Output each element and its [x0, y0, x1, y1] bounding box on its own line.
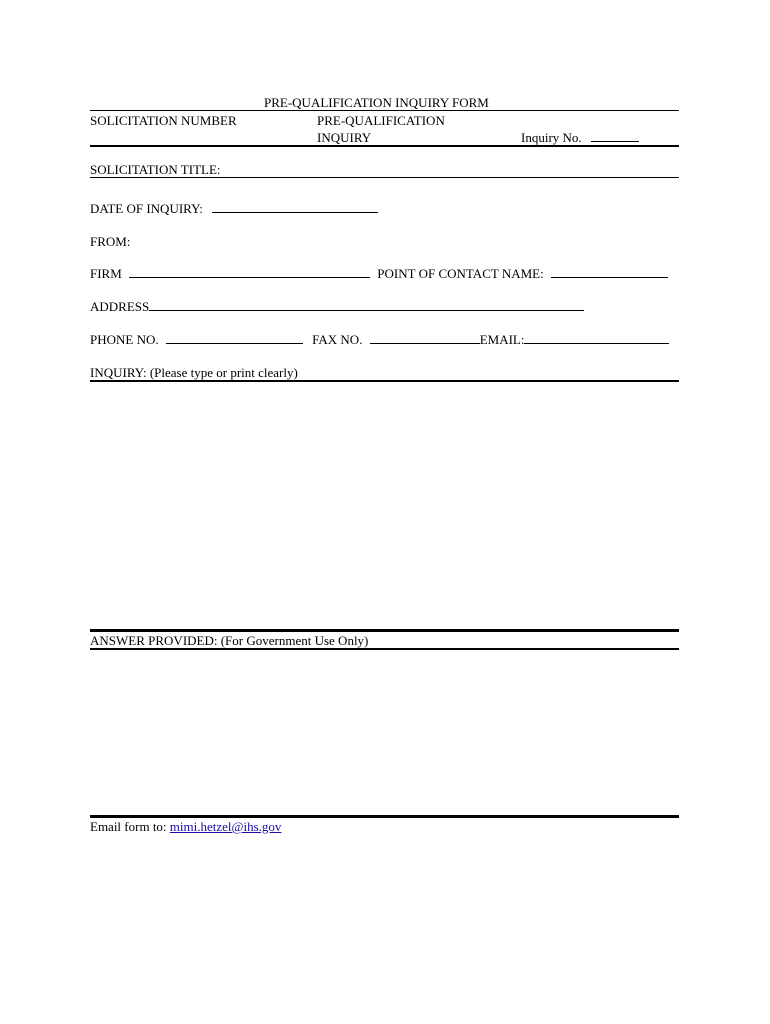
divider	[90, 629, 679, 632]
email-form-row	[90, 819, 281, 834]
inquiry-text-area[interactable]	[90, 384, 679, 628]
answer-text-area	[90, 652, 679, 814]
email-input[interactable]	[524, 332, 669, 344]
divider	[90, 145, 679, 147]
firm-row	[90, 266, 668, 281]
firm-input[interactable]	[129, 266, 370, 278]
prequal-label-line1: PRE-QUALIFICATION	[317, 113, 445, 128]
fax-label: FAX NO.	[312, 332, 363, 347]
solicitation-number-label: SOLICITATION NUMBER	[90, 113, 237, 128]
prequal-label-line2: INQUIRY	[317, 130, 372, 145]
address-row	[90, 299, 584, 314]
phone-input[interactable]	[166, 332, 303, 344]
inquiry-no-label: Inquiry No.	[521, 130, 582, 145]
email-form-label: Email form to:	[90, 819, 167, 834]
divider	[90, 110, 679, 111]
inquiry-no-input[interactable]	[591, 130, 639, 142]
address-input[interactable]	[149, 299, 584, 311]
email-label: EMAIL:	[479, 332, 525, 347]
divider	[90, 380, 679, 382]
inquiry-no-field	[521, 130, 639, 145]
from-label: FROM:	[90, 234, 131, 249]
point-of-contact-input[interactable]	[551, 266, 668, 278]
date-of-inquiry-label: DATE OF INQUIRY:	[90, 201, 203, 216]
form-title: PRE-QUALIFICATION INQUIRY FORM	[264, 95, 489, 110]
answer-provided-label: ANSWER PROVIDED: (For Government Use Only)	[90, 633, 369, 648]
email-link[interactable]: mimi.hetzel@ihs.gov	[169, 819, 282, 834]
inquiry-label: INQUIRY: (Please type or print clearly)	[90, 365, 298, 380]
firm-label: FIRM	[90, 266, 122, 281]
point-of-contact-label: POINT OF CONTACT NAME:	[377, 266, 544, 281]
contact-row	[90, 332, 669, 347]
phone-label: PHONE NO.	[90, 332, 159, 347]
date-of-inquiry-input[interactable]	[212, 201, 378, 213]
date-of-inquiry-field	[90, 201, 378, 216]
divider	[90, 815, 679, 818]
divider	[90, 648, 679, 650]
fax-input[interactable]	[370, 332, 480, 344]
solicitation-title-input[interactable]	[90, 177, 679, 178]
solicitation-title-label: SOLICITATION TITLE:	[90, 162, 221, 177]
address-label: ADDRESS	[90, 299, 150, 314]
